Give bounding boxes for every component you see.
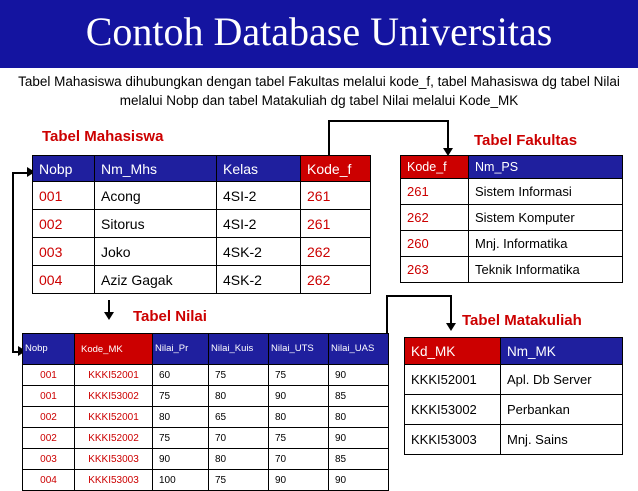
cell-nilai-uas: 90 <box>329 365 389 386</box>
table-row <box>405 395 623 425</box>
cell-nm-mk: Mnj. Sains <box>501 425 623 455</box>
cell-kode-mk: KKKI53002 <box>75 386 153 407</box>
caption-tabel-fakultas: Tabel Fakultas <box>474 132 578 149</box>
column-header-kelas: Kelas <box>217 156 301 182</box>
table-row <box>33 210 371 238</box>
column-header-kode-f: Kode_f <box>301 156 371 182</box>
link-kodef-up-segment <box>328 120 330 155</box>
cell-kode-f: 261 <box>301 182 371 210</box>
cell-kode-f: 263 <box>401 257 469 283</box>
table-row <box>405 365 623 395</box>
table-row <box>405 425 623 455</box>
column-header-nm-ps: Nm_PS <box>469 156 623 179</box>
cell-nm-mk: Perbankan <box>501 395 623 425</box>
cell-nilai-kuis: 80 <box>209 386 269 407</box>
cell-nilai-kuis: 70 <box>209 428 269 449</box>
table-nilai <box>22 333 389 491</box>
cell-kelas: 4SK-2 <box>217 238 301 266</box>
caption-tabel-matakuliah: Tabel Matakuliah <box>462 312 582 329</box>
table-fakultas <box>400 155 623 283</box>
table-header-row <box>33 156 371 182</box>
cell-nobp: 003 <box>33 238 95 266</box>
column-header-kode-f: Kode_f <box>401 156 469 179</box>
cell-nilai-uas: 80 <box>329 407 389 428</box>
table-row <box>33 182 371 210</box>
cell-nilai-pr: 80 <box>153 407 209 428</box>
table-row <box>401 205 623 231</box>
table-row <box>23 407 389 428</box>
column-header-kode-mk: Kode_MK <box>75 334 153 365</box>
cell-nilai-kuis: 75 <box>209 470 269 491</box>
cell-kode-f: 262 <box>301 238 371 266</box>
cell-nilai-pr: 90 <box>153 449 209 470</box>
arrow-mk-to-matakuliah <box>446 323 456 331</box>
cell-nilai-pr: 75 <box>153 428 209 449</box>
cell-kd-mk: KKKI53003 <box>405 425 501 455</box>
table-row <box>33 266 371 294</box>
table-row <box>23 449 389 470</box>
cell-kode-mk: KKKI53003 <box>75 470 153 491</box>
cell-nobp: 001 <box>23 365 75 386</box>
cell-nm-ps: Mnj. Informatika <box>469 231 623 257</box>
cell-nilai-uas: 90 <box>329 470 389 491</box>
column-header-kd-mk: Kd_MK <box>405 338 501 365</box>
link-mk-left-vertical-segment <box>386 295 388 333</box>
cell-nilai-uas: 90 <box>329 428 389 449</box>
table-row <box>401 179 623 205</box>
column-header-nobp: Nobp <box>33 156 95 182</box>
page-title: Contoh Database Universitas <box>85 9 553 54</box>
cell-nobp: 004 <box>23 470 75 491</box>
column-header-nilai-uts: Nilai_UTS <box>269 334 329 365</box>
cell-nm-mhs: Aziz Gagak <box>95 266 217 294</box>
cell-nilai-uas: 85 <box>329 386 389 407</box>
table-row <box>401 231 623 257</box>
cell-nm-mhs: Joko <box>95 238 217 266</box>
link-kodef-down-segment <box>447 120 449 150</box>
cell-nilai-uts: 90 <box>269 386 329 407</box>
cell-nilai-uts: 75 <box>269 365 329 386</box>
cell-kd-mk: KKKI52001 <box>405 365 501 395</box>
cell-nobp: 004 <box>33 266 95 294</box>
cell-nilai-pr: 100 <box>153 470 209 491</box>
cell-kode-f: 262 <box>401 205 469 231</box>
table-row <box>23 428 389 449</box>
column-header-nm-mhs: Nm_Mhs <box>95 156 217 182</box>
cell-kd-mk: KKKI53002 <box>405 395 501 425</box>
cell-nilai-uts: 70 <box>269 449 329 470</box>
column-header-nilai-kuis: Nilai_Kuis <box>209 334 269 365</box>
cell-kode-mk: KKKI53003 <box>75 449 153 470</box>
cell-kode-f: 262 <box>301 266 371 294</box>
arrow-mahasiswa-to-nilai <box>104 312 114 320</box>
link-kodef-horizontal-segment <box>328 120 448 122</box>
cell-nobp: 001 <box>23 386 75 407</box>
cell-nilai-uts: 80 <box>269 407 329 428</box>
cell-kode-f: 260 <box>401 231 469 257</box>
cell-kelas: 4SK-2 <box>217 266 301 294</box>
cell-nilai-pr: 75 <box>153 386 209 407</box>
table-row <box>23 386 389 407</box>
cell-kelas: 4SI-2 <box>217 210 301 238</box>
cell-nm-mk: Apl. Db Server <box>501 365 623 395</box>
column-header-nilai-pr: Nilai_Pr <box>153 334 209 365</box>
cell-nobp: 002 <box>23 428 75 449</box>
cell-kode-f: 261 <box>301 210 371 238</box>
cell-nm-ps: Sistem Komputer <box>469 205 623 231</box>
cell-nm-mhs: Acong <box>95 182 217 210</box>
table-row <box>23 365 389 386</box>
cell-nm-ps: Sistem Informasi <box>469 179 623 205</box>
title-banner <box>0 0 638 68</box>
cell-kode-mk: KKKI52001 <box>75 365 153 386</box>
cell-nm-ps: Teknik Informatika <box>469 257 623 283</box>
table-row <box>401 257 623 283</box>
cell-nm-mhs: Sitorus <box>95 210 217 238</box>
cell-kode-mk: KKKI52002 <box>75 428 153 449</box>
cell-nilai-uts: 75 <box>269 428 329 449</box>
column-header-nilai-uas: Nilai_UAS <box>329 334 389 365</box>
caption-tabel-nilai: Tabel Nilai <box>133 308 207 325</box>
link-mk-horizontal-segment <box>386 295 452 297</box>
cell-kode-f: 261 <box>401 179 469 205</box>
cell-nobp: 001 <box>33 182 95 210</box>
table-row <box>33 238 371 266</box>
cell-nilai-uas: 85 <box>329 449 389 470</box>
cell-nilai-pr: 60 <box>153 365 209 386</box>
link-mk-right-vertical-segment <box>450 295 452 325</box>
cell-kode-mk: KKKI52001 <box>75 407 153 428</box>
cell-nilai-kuis: 75 <box>209 365 269 386</box>
column-header-nm-mk: Nm_MK <box>501 338 623 365</box>
table-matakuliah <box>404 337 623 455</box>
cell-nobp: 002 <box>33 210 95 238</box>
cell-nilai-kuis: 80 <box>209 449 269 470</box>
column-header-nobp: Nobp <box>23 334 75 365</box>
table-header-row <box>23 334 389 365</box>
link-nobp-vertical-segment <box>12 172 14 352</box>
cell-nilai-kuis: 65 <box>209 407 269 428</box>
table-header-row <box>405 338 623 365</box>
caption-tabel-mahasiswa: Tabel Mahasiswa <box>42 128 164 145</box>
table-header-row <box>401 156 623 179</box>
table-row <box>23 470 389 491</box>
cell-nobp: 003 <box>23 449 75 470</box>
cell-nilai-uts: 90 <box>269 470 329 491</box>
cell-nobp: 002 <box>23 407 75 428</box>
subtitle-text: Tabel Mahasiswa dihubungkan dengan tabel Fakultas melalui kode_f, tabel Mahasiswa dg tabel Nilai melalui Nobp dan tabel Matakuliah dg tabel Nilai melalui Kode_MK <box>18 74 620 108</box>
cell-kelas: 4SI-2 <box>217 182 301 210</box>
table-mahasiswa <box>32 155 371 294</box>
